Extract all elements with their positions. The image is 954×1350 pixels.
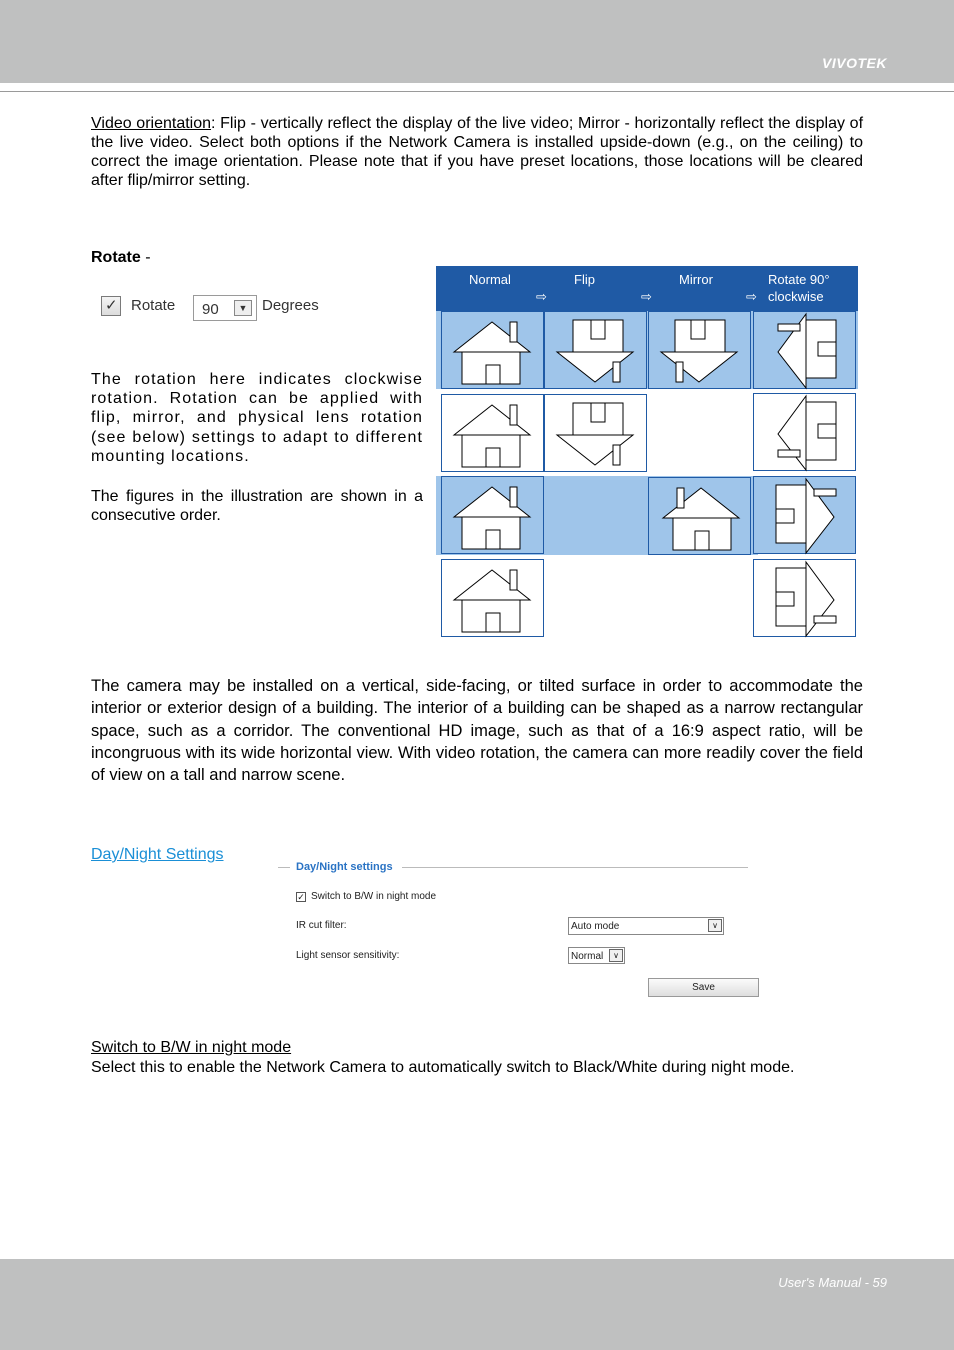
video-orientation-text: : Flip - vertically reflect the display of the live video; Mirror - horizontally reflect the display of the live video. Select both options if the Network Camera is installed upside-down (e.g., on the ceiling) to correct the image orientation. Please note that if you have preset locations, those locations will be cleared after flip/mirror setting. — [91, 115, 864, 189]
page-number: User's Manual - 59 — [778, 1275, 887, 1290]
chevron-down-icon[interactable]: ∨ — [609, 949, 623, 962]
cell-normal — [441, 476, 544, 554]
chevron-down-icon[interactable]: ∨ — [708, 919, 722, 932]
house-flip-mirror-icon — [649, 312, 752, 390]
house-upright-icon — [442, 477, 545, 555]
sensor-value: Normal — [571, 951, 604, 962]
house-mirrored-icon — [649, 478, 752, 556]
ir-cut-label: IR cut filter: — [296, 920, 347, 931]
save-button[interactable]: Save — [648, 978, 759, 997]
header-clockwise: clockwise — [768, 289, 824, 304]
cell-normal — [441, 394, 544, 472]
cell-normal — [441, 311, 544, 389]
house-flipped-icon — [545, 312, 648, 390]
arrow-right-icon: ⇨ — [536, 289, 547, 304]
cell-normal — [441, 559, 544, 637]
orientation-grid-header — [436, 266, 858, 311]
cell-rotate — [753, 476, 856, 554]
page-header — [0, 0, 954, 83]
chevron-down-icon[interactable]: ▼ — [234, 300, 252, 316]
house-upright-icon — [442, 395, 545, 473]
check-icon: ✓ — [105, 297, 118, 314]
house-rotated-icon — [754, 312, 857, 390]
cell-flip — [544, 394, 647, 472]
rotate-title-suffix: - — [140, 249, 151, 266]
sensor-select[interactable] — [568, 947, 625, 964]
video-orientation-term: Video orientation — [91, 115, 212, 132]
house-rotated-icon — [754, 477, 857, 555]
rotate-checkbox[interactable] — [101, 296, 121, 316]
panel-rule — [278, 867, 290, 868]
cell-rotate — [753, 393, 856, 471]
rotate-title: Rotate — [91, 249, 141, 266]
house-upright-icon — [442, 560, 545, 638]
cell-rotate — [753, 559, 856, 637]
header-normal: Normal — [469, 272, 511, 287]
header-flip: Flip — [574, 272, 595, 287]
rotate-description-2: The figures in the illustration are shown in a consecutive order. — [91, 488, 423, 525]
header-rotate: Rotate 90° — [768, 272, 830, 287]
rotate-heading — [91, 249, 151, 267]
header-mirror: Mirror — [679, 272, 713, 287]
sensor-label: Light sensor sensitivity: — [296, 950, 400, 961]
cell-flip — [544, 311, 647, 389]
video-orientation-paragraph — [91, 114, 863, 190]
installation-paragraph: The camera may be installed on a vertical, side-facing, or tilted surface in order to accommodate the interior or exterior design of a building. The interior of a building can be shaped as a narrow rectangular space, such as a corridor. The conventional HD image, such as that of a 16:9 aspect ratio, will be incongruous with its wide horizontal view. With video rotation, the camera can more readily cover the field of view on a tall and narrow scene. — [91, 677, 863, 785]
cell-mirror — [648, 311, 751, 389]
rotate-degree-select[interactable] — [193, 295, 257, 321]
house-upright-icon — [442, 312, 545, 390]
house-rotated-icon — [754, 394, 857, 472]
page-footer — [0, 1259, 954, 1350]
brand-label: VIVOTEK — [822, 55, 887, 71]
rotate-degree-value: 90 — [202, 301, 219, 318]
panel-title: Day/Night settings — [296, 861, 393, 873]
check-icon: ✓ — [297, 892, 305, 902]
ir-cut-select[interactable] — [568, 917, 724, 935]
switch-bw-title: Switch to B/W in night mode — [91, 1039, 292, 1056]
rotate-unit-label: Degrees — [262, 297, 319, 314]
switch-bw-paragraph — [91, 1038, 863, 1077]
rotate-description: The rotation here indicates clockwise rotation. Rotation can be applied with flip, mirror, and physical lens rotation (see below) settings to adapt to different mounting locations. — [91, 371, 423, 465]
switch-bw-text: Select this to enable the Network Camera to automatically switch to Black/White during night mode. — [91, 1058, 795, 1076]
bw-night-checkbox[interactable] — [296, 892, 306, 902]
cell-rotate — [753, 311, 856, 389]
day-night-panel — [278, 858, 768, 1008]
header-divider — [0, 91, 954, 92]
day-night-settings-link[interactable]: Day/Night Settings — [91, 846, 224, 863]
arrow-right-icon: ⇨ — [641, 289, 652, 304]
arrow-right-icon: ⇨ — [746, 289, 757, 304]
cell-mirror — [648, 477, 751, 555]
house-rotated-icon — [754, 560, 857, 638]
rotate-checkbox-label: Rotate — [131, 297, 176, 314]
bw-night-label: Switch to B/W in night mode — [311, 891, 437, 902]
panel-rule — [402, 867, 748, 868]
house-flipped-icon — [545, 395, 648, 473]
ir-cut-value: Auto mode — [571, 921, 620, 932]
